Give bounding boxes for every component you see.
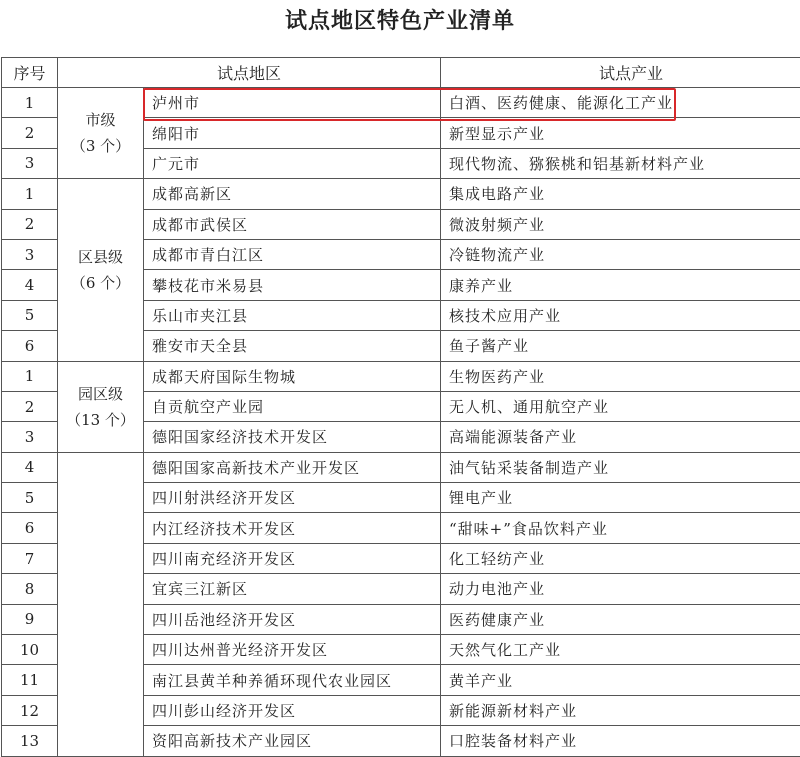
region-cell: 内江经济技术开发区: [144, 513, 441, 543]
industry-cell: 医药健康产业: [441, 604, 800, 634]
industry-cell: 黄羊产业: [441, 665, 800, 695]
group-label-cell: [58, 452, 144, 756]
region-cell: 四川达州普光经济开发区: [144, 635, 441, 665]
row-index: 1: [2, 179, 58, 209]
row-index: 7: [2, 543, 58, 573]
row-index: 1: [2, 361, 58, 391]
row-index: 5: [2, 483, 58, 513]
region-cell: 南江县黄羊种养循环现代农业园区: [144, 665, 441, 695]
row-index: 10: [2, 635, 58, 665]
table-row: [2, 88, 800, 118]
header-index: 序号: [2, 58, 58, 88]
industry-cell: 高端能源装备产业: [441, 422, 800, 452]
row-index: 2: [2, 391, 58, 421]
group-count: （3 个）: [70, 137, 131, 156]
region-cell: 四川岳池经济开发区: [144, 604, 441, 634]
industry-cell: 新能源新材料产业: [441, 695, 800, 725]
region-cell: 成都高新区: [144, 179, 441, 209]
header-industry: 试点产业: [441, 58, 800, 88]
region-cell: 德阳国家高新技术产业开发区: [144, 452, 441, 482]
page-title: 试点地区特色产业清单: [284, 8, 515, 34]
row-index: 12: [2, 695, 58, 725]
row-index: 3: [2, 148, 58, 178]
row-index: 6: [2, 331, 58, 361]
table-header-row: [2, 58, 800, 88]
group-label: 园区级: [77, 384, 123, 403]
industry-cell: 核技术应用产业: [441, 300, 800, 330]
industry-cell: 油气钻采装备制造产业: [441, 452, 800, 482]
header-region: 试点地区: [58, 58, 441, 88]
industry-cell: 鱼子酱产业: [441, 331, 800, 361]
industry-cell: 动力电池产业: [441, 574, 800, 604]
industry-cell: 现代物流、猕猴桃和铝基新材料产业: [441, 148, 800, 178]
row-index: 3: [2, 239, 58, 269]
row-index: 9: [2, 604, 58, 634]
region-cell: 成都天府国际生物城: [144, 361, 441, 391]
group-label-cell: [58, 179, 144, 361]
industry-cell: “甜味+”食品饮料产业: [441, 513, 800, 543]
region-cell: 四川南充经济开发区: [144, 543, 441, 573]
region-cell: 四川射洪经济开发区: [144, 483, 441, 513]
region-cell: 自贡航空产业园: [144, 391, 441, 421]
industry-cell: 无人机、通用航空产业: [441, 391, 800, 421]
region-cell: 宜宾三江新区: [144, 574, 441, 604]
row-index: 5: [2, 300, 58, 330]
industry-cell: 锂电产业: [441, 483, 800, 513]
industry-cell: 白酒、医药健康、能源化工产业: [441, 88, 800, 118]
industry-cell: 新型显示产业: [441, 118, 800, 148]
industry-cell: 化工轻纺产业: [441, 543, 800, 573]
row-index: 11: [2, 665, 58, 695]
group-label-cell: [58, 361, 144, 452]
row-index: 1: [2, 88, 58, 118]
region-cell: 绵阳市: [144, 118, 441, 148]
industry-cell: 口腔装备材料产业: [441, 726, 800, 756]
region-cell: 德阳国家经济技术开发区: [144, 422, 441, 452]
table-row: [2, 179, 800, 209]
row-index: 6: [2, 513, 58, 543]
industry-cell: 生物医药产业: [441, 361, 800, 391]
group-label-cell: [58, 88, 144, 179]
region-cell: 资阳高新技术产业园区: [144, 726, 441, 756]
region-cell: 乐山市夹江县: [144, 300, 441, 330]
industry-cell: 天然气化工产业: [441, 635, 800, 665]
region-cell: 广元市: [144, 148, 441, 178]
table-row: [2, 452, 800, 482]
row-index: 2: [2, 209, 58, 239]
group-label: 区县级: [77, 247, 123, 266]
group-count: （13 个）: [66, 410, 135, 429]
region-cell: 雅安市天全县: [144, 331, 441, 361]
row-index: 13: [2, 726, 58, 756]
region-cell: 成都市青白江区: [144, 239, 441, 269]
row-index: 8: [2, 574, 58, 604]
group-count: （6 个）: [70, 273, 131, 292]
industry-cell: 康养产业: [441, 270, 800, 300]
industry-cell: 冷链物流产业: [441, 239, 800, 269]
row-index: 4: [2, 270, 58, 300]
group-label: 市级: [85, 111, 116, 130]
row-index: 3: [2, 422, 58, 452]
industry-cell: 集成电路产业: [441, 179, 800, 209]
row-index: 2: [2, 118, 58, 148]
region-cell: 成都市武侯区: [144, 209, 441, 239]
row-index: 4: [2, 452, 58, 482]
table-row: [2, 361, 800, 391]
region-cell: 泸州市: [144, 88, 441, 118]
industry-cell: 微波射频产业: [441, 209, 800, 239]
region-cell: 四川彭山经济开发区: [144, 695, 441, 725]
region-cell: 攀枝花市米易县: [144, 270, 441, 300]
pilot-industry-table: [1, 57, 800, 757]
